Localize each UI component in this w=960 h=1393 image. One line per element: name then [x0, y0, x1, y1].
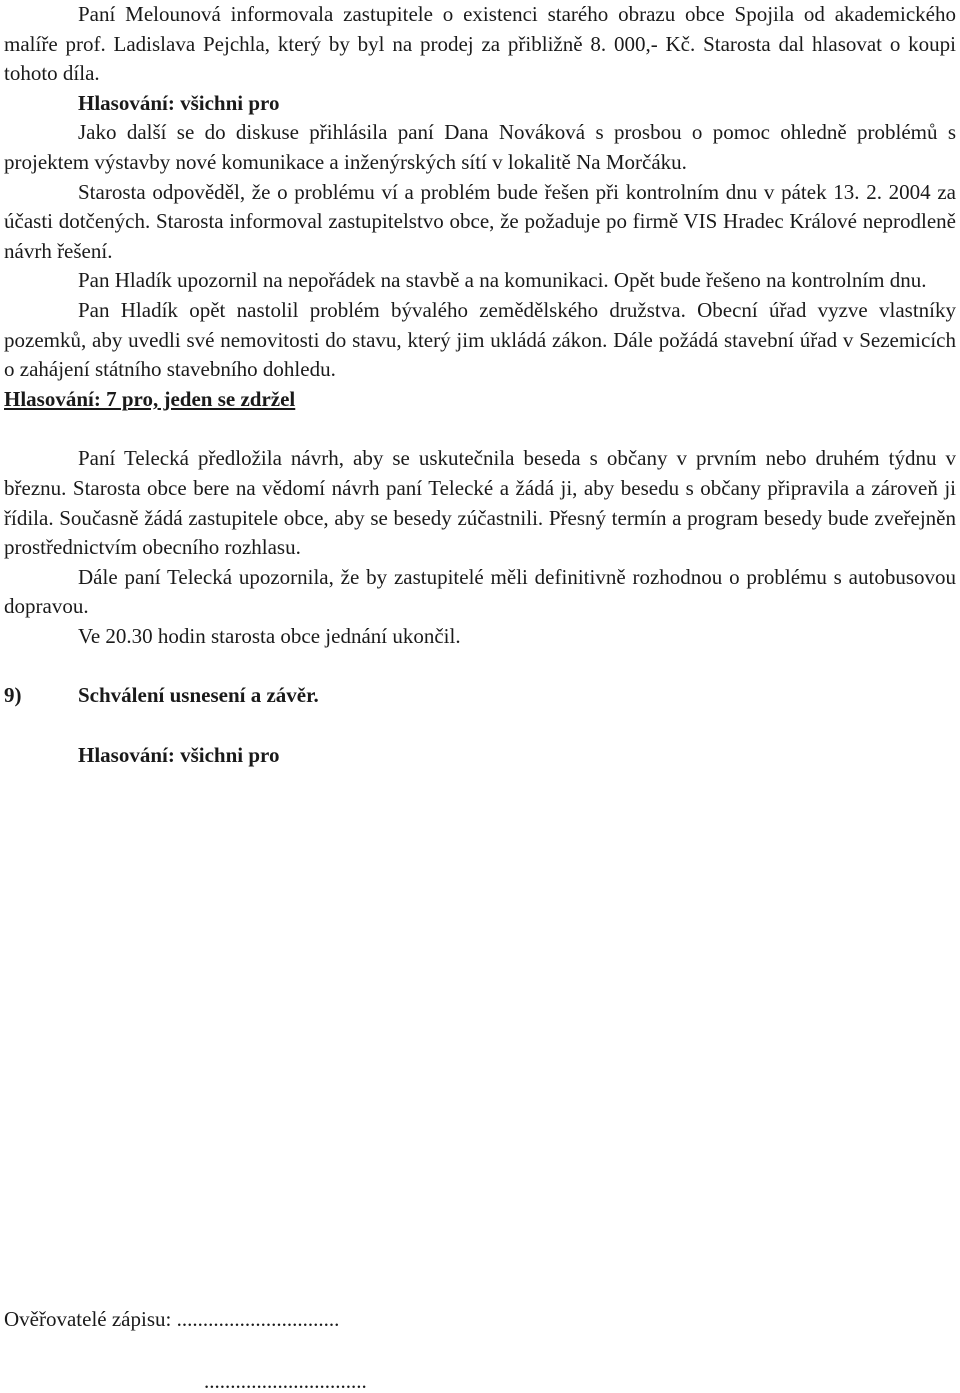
paragraph-meeting-closed: Ve 20.30 hodin starosta obce jednání ukončil. — [78, 623, 461, 648]
verifiers-label: Ověřovatelé zápisu: ............................... — [4, 1307, 340, 1331]
vote-result-final: Hlasování: všichni pro — [78, 743, 280, 768]
paragraph-telecka-proposal: Paní Telecká předložila návrh, aby se uskutečnila beseda s občany v prvním nebo druhém týdnu v březnu. Starosta obce bere na vědomí návrh paní Telecké a žádá ji, aby besedu s občany připravila a zároveň ji řídila. Současně žádá zastupitele obce, aby se besedy zúčastnili. Přesný termín a program besedy bude zveřejněn prostřednictvím obecního rozhlasu. — [4, 446, 956, 560]
document-body — [4, 0, 956, 771]
paragraph-hladik-construction: Pan Hladík upozornil na nepořádek na stavbě a na komunikaci. Opět bude řešeno na kontrolním dnu. — [78, 268, 927, 293]
vote-result-painting: Hlasování: všichni pro — [78, 90, 280, 115]
section-number: 9) — [4, 683, 22, 708]
paragraph-telecka-bus: Dále paní Telecká upozornila, že by zastupitelé měli definitivně rozhodnou o problému s autobusovou dopravou. — [4, 564, 956, 619]
vote-result-cooperative: Hlasování: 7 pro, jeden se zdržel — [4, 386, 296, 411]
paragraph-mayor-reply: Starosta odpověděl, že o problému ví a problém bude řešen při kontrolním dnu v pátek 13. 2. 2004 za účasti dotčených. Starosta informoval zastupitelstvo obce, že požaduje po firmě VIS Hradec Králové neprodleně návrh řešení. — [4, 179, 956, 263]
spacer — [4, 711, 956, 741]
paragraph-painting-offer: Paní Melounová informovala zastupitele o existenci starého obrazu obce Spojila od akademického malíře prof. Ladislava Pejchla, který by byl na prodej za přibližně 8. 000,- Kč. Starosta dal hlasovat o koupi tohoto díla. — [4, 2, 956, 86]
spacer — [4, 651, 956, 681]
paragraph-novakova-request: Jako další se do diskuse přihlásila paní Dana Nováková s prosbou o pomoc ohledně problémů s projektem výstavby nové komunikace a inženýrských sítí v lokalitě Na Morčáku. — [4, 120, 956, 174]
verifiers-signature-line: ............................... — [204, 1369, 367, 1393]
section-heading-9 — [4, 681, 956, 711]
section-title: Schválení usnesení a závěr. — [78, 683, 319, 708]
spacer — [4, 414, 956, 444]
paragraph-hladik-cooperative: Pan Hladík opět nastolil problém bývalého zemědělského družstva. Obecní úřad vyzve vlastníky pozemků, aby uvedli své nemovitosti do stavu, který jim ukládá zákon. Dále požádá stavební úřad v Sezemicích o zahájení státního stavebního dohledu. — [4, 297, 956, 382]
